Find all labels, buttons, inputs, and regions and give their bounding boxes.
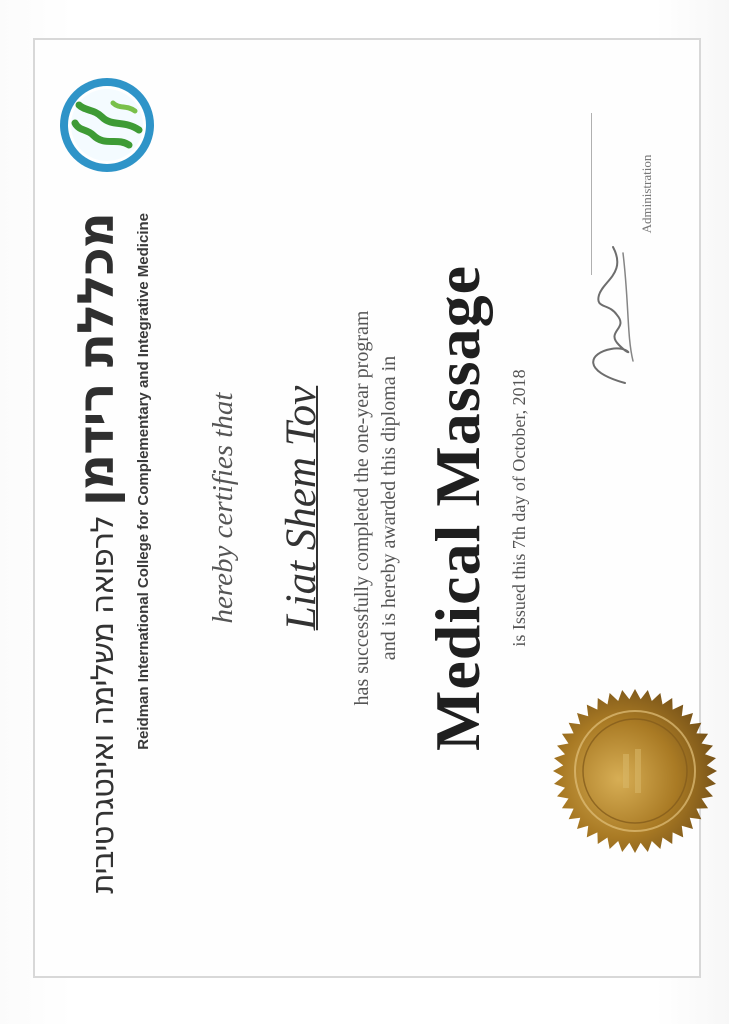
certificate: [39, 43, 689, 973]
college-hebrew-subtitle: לרפואה משלימה ואינטגרטיבית: [85, 516, 121, 894]
college-logo-icon: [57, 75, 157, 175]
recipient-name: Liat Shem Tov: [278, 385, 325, 631]
issued-date-text: is Issued this 7th day of October, 2018: [509, 369, 529, 647]
college-hebrew-title: מכללת רידמן: [67, 213, 125, 507]
college-hebrew-name: [67, 213, 125, 894]
signature-title: Administration: [639, 154, 654, 234]
completion-line-1: has successfully completed the one-year program: [351, 310, 373, 706]
program-title: Medical Massage: [422, 265, 493, 751]
certifies-text: hereby certifies that: [207, 392, 239, 624]
completion-line-2: and is hereby awarded this diploma in: [378, 355, 400, 661]
signature-line: [591, 113, 592, 275]
completion-text: [349, 43, 403, 973]
gold-seal-icon: [551, 687, 719, 855]
signature-icon: [571, 239, 645, 391]
college-english-name: Reidman International College for Complementary and Integrative Medicine: [135, 213, 152, 750]
